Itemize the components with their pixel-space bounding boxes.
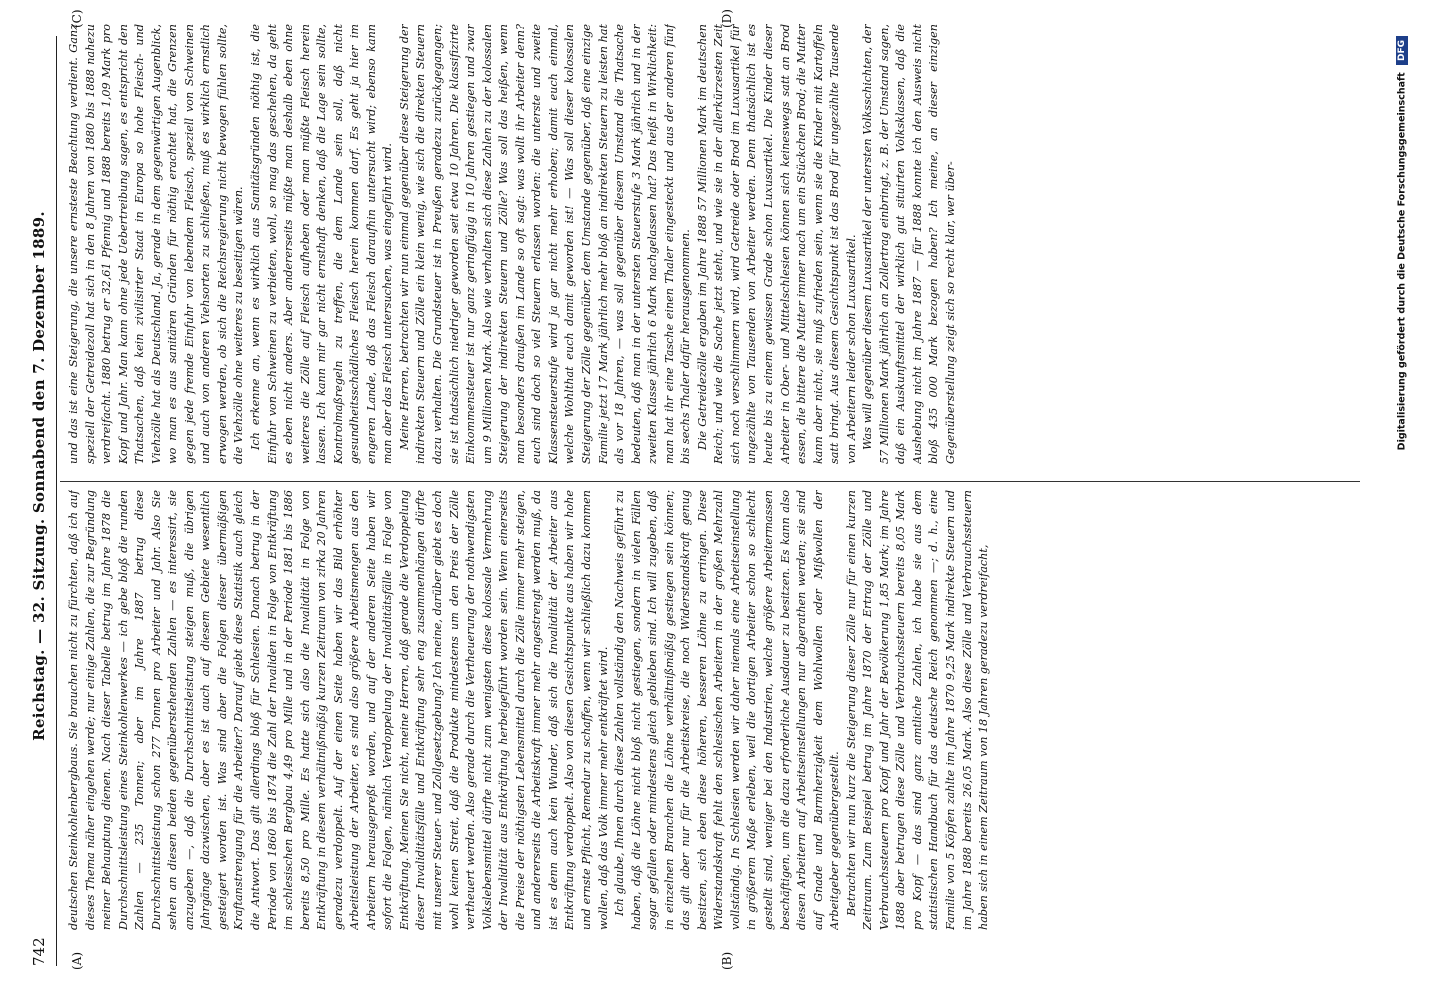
paragraph: Was will gegenüber diesem Luxusartikel der untersten Volksschichten, der 57 Millionen Mark jährlich an Zollertrag einbringt, z. B. der Umstand sagen, daß ein Auskunftsmittel der wirklich gut situirten Volksklassen, daß die Aushebung nicht im Jahre 1887 — für 1888 konnte ich den Ausweis nicht bloß 435 000 Mark bezogen haben? Ich meine, an dieser einzigen Gegenüberstellung zeigt sich so recht klar, wer über- (861, 24, 957, 464)
digitization-credit (1396, 0, 1408, 1000)
paragraph: deutschen Steinkohlenbergbaus. Sie brauchen nicht zu fürchten, daß ich auf dieses Thema näher eingehen werde; nur einige Zahlen, die zur Begründung meiner Behauptung dienen. Nach dieser Tabelle betrug im Jahre 1878 die Durchschnittsleistung eines Steinkohlenwerkes — ich gebe bloß die runden Zahlen — 235 Tonnen; aber im Jahre 1887 betrug diese Durchschnittsleistung schon 277 Tonnen pro Arbeiter und Jahr. Also Sie sehen an diesen beiden gegenüberstehenden Zahlen — es interessirt, sie anzugeben —, daß die Durchschnittsleistung steigen muß, die übrigen Jahrgänge dazwischen, aber es ist auch auf diesem Gebiete wesentlich gesteigert worden ist. Was sind aber die Folgen dieser übermäßigen Kraftanstrengung für die Arbeiter? Darauf giebt diese Statistik auch gleich die Antwort. Das gilt allerdings bloß für Schlesien. Danach betrug in der Periode von 1860 bis 1874 die Zahl der Invaliden in Folge von Entkräftung im schlesischen Bergbau 4,49 pro Mille und in der Periode 1881 bis 1886 bereits 8,50 pro Mille. Es hatte sich also die Invalidität in Folge von Entkräftung in diesem verhältnißmäßig kurzen Zeitraum von zirka 20 Jahren geradezu verdoppelt. Auf der einen Seite haben wir das Bild erhöhter Arbeitsleistung der Arbeiter, es sind also größere Arbeitsmengen aus den Arbeitern herausgepreßt worden, und auf der anderen Seite haben wir sofort die Folgen, nämlich Verdoppelung der Invaliditätsfälle in Folge von Entkräftung. Meinen Sie nicht, meine Herren, daß gerade die Verdoppelung dieser Invaliditätsfälle und Entkräftung sehr eng zusammenhängen dürfte mit unserer Steuer- und Zollgesetzgebung? Ich meine, darüber giebt es doch wohl keinen Streit, daß die Produkte mindestens um den Preis der Zölle vertheuert werden. Also gerade durch die Vertheuerung der nothwendigsten Volkslebensmittel dürfte nicht zum wenigsten diese kolossale Vermehrung der Invalidität aus Entkräftung herbeigeführt worden sein. Wenn einerseits die Preise der nöthigsten Lebensmittel durch die Zölle immer mehr steigen, und andererseits die Arbeitskraft immer mehr angestrengt werden muß, da ist es denn auch kein Wunder, daß sich die Invalidität der Arbeiter aus Entkräftung verdoppelt. Also von diesen Gesichtspunkte aus haben wir hohe und ernste Pflicht, Remedur zu schaffen, wenn wir schließlich dazu kommen wollen, daß das Volk immer mehr entkräftet wird. (67, 490, 610, 930)
page-number: 742 (30, 937, 48, 966)
margin-marker-b: (B) (720, 951, 734, 970)
page-header (30, 36, 52, 966)
column-divider (60, 481, 1360, 482)
margin-marker-d: (D) (720, 9, 734, 28)
paragraph: Ich glaube, Ihnen durch diese Zahlen vollständig den Nachweis geführt zu haben, daß die Löhne nicht bloß nicht gestiegen, sondern in vielen Fällen sogar gefallen oder mindestens gleich geblieben sind. Ich will zugeben, daß in einzelnen Branchen die Löhne verhältnißmäßig gestiegen sein können; das gilt aber nur für die Arbeitskreise, die noch Widerstandskraft genug besitzen, sich eben diese höheren, besseren Löhne zu erringen. Diese Widerstandskraft fehlt den schlesischen Arbeitern in der großen Mehrzahl vollständig. In Schlesien werden wir daher niemals eine Arbeitseinstellung in größerem Maße erleben, weil die dortigen Arbeiter schon so schlecht gestellt sind, weniger bei den Industrien, welche größere Arbeitermassen beschäftigen, um die dazu erforderliche Ausdauer zu besitzen. Es kann also diesen Arbeitern auf Arbeitseinstellungen nur abgerathen werden; sie sind auf Gnade und Barmherzigkeit dem Wohlwollen oder Mißwollen der Arbeitgeber gegenübergestellt. (613, 490, 842, 930)
margin-marker-c: (C) (70, 9, 84, 28)
paragraph: Die Getreidezölle ergaben im Jahre 1888 57 Millionen Mark im deutschen Reich; und wie die Sache jetzt steht, und wie sie in der allerkürzesten Zeit sich noch verschlimmern wird, wird Getreide oder Brod im Luxusartikel für ungezählte von Tausenden von Arbeiter werden. Denn thatsächlich ist es heute bis zu einem gewissen Grade schon Luxusartikel. Die Kinder dieser Arbeiter in Ober- und Mittelschlesien können sich keineswegs satt an Brod essen, die bittere die Mutter immer nach um ein Stückchen Brod; die Mutter kann aber nicht, sie muß zufrieden sein, wenn sie die Kinder mit Kartoffeln satt bringt. Aus diesem Gesichtspunkt ist das Brod für ungezählte Tausende von Arbeitern leider schon Luxusartikel. (695, 24, 858, 464)
paragraph: Ich erkenne an, wenn es wirklich aus Sanitätsgründen nöthig ist, die Einfuhr von Schweinen zu verbieten, wohl, so mag das geschehen, da geht es eben nicht anders. Aber andererseits müßte man deshalb eben ohne weiteres die Zölle auf Fleisch aufheben oder man müßte Fleisch herein lassen. Ich kann mir gar nicht ernsthaft denken, daß die Lage sein sollte, Kontrolmaßregeln zu treffen, die dem Lande sein soll, daß nicht gesundheitsschädliches Fleisch herein kommen darf. Es geht ja hier im engeren Lande, daß das Fleisch daraufhin untersucht wird; ebenso kann man aber das Fleisch untersuchen, was eingeführt wird. (249, 24, 395, 464)
text-column-left (66, 490, 1356, 930)
paragraph: Meine Herren, betrachten wir nun einmal gegenüber diese Steigerung der indirekten Steuern und Zölle ein klein wenig, wie sich die direkten Steuern dazu verhalten. Die Grundsteuer ist in Preußen geradezu zurückgegangen; sie ist thatsächlich niedriger geworden seit etwa 10 Jahren. Die klassifizirte Einkommensteuer ist nur ganz geringfügig in 10 Jahren gestiegen und zwar um 9 Millionen Mark. Also wie verhalten sich diese Zahlen zu der kolossalen Steigerung der indirekten Steuern und Zölle? Was soll das heißen, wenn man besonders draußen im Lande so oft sagt: was wollt ihr Arbeiter denn? euch sind doch so viel Steuern erlassen worden: die unterste und zweite Klassensteuerstufe wird ja gar nicht mehr erhoben; damit euch einmal, welche Wohlthat euch damit geworden ist! — Was soll dieser kolossalen Steigerung der Zölle gegenüber, dem Umstande gegenüber, daß eine einzige Familie jetzt 17 Mark jährlich mehr bloß an indirekten Steuern zu leisten hat als vor 18 Jahren, — was soll gegenüber diesem Umstand die Thatsache bedeuten, daß man in der untersten Steuerstufe 3 Mark jährlich und in der zweiten Klasse jährlich 6 Mark nachgelassen hat? Das heißt in Wirklichkeit: man hat ihr eine Tasche einen Thaler eingesteckt und aus der anderen fünf bis sechs Thaler dafür herausgenommen. (397, 24, 693, 464)
paragraph: und das ist eine Steigerung, die unsere ernsteste Beachtung verdient. Ganz speziell der Getreidezoll hat sich in den 8 Jahren von 1880 bis 1888 nahezu verdreifacht. 1880 betrug er 32,61 Pfennig und 1888 bereits 1,09 Mark pro Kopf und Jahr. Man kann ohne jede Uebertreibung sagen, es entspricht den Thatsachen, daß kein zivilisirter Staat in Europa so hohe Fleisch- und Viehzölle hat als Deutschland. Ja, gerade in dem gegenwärtigen Augenblick, wo man es aus sanitären Gründen für nöthig erachtet hat, die Grenzen gegen jede fremde Einfuhr von lebendem Fleisch, speziell von Schweinen und auch von anderen Viehsorten zu schließen, muß es wirklich ernstlich erwogen werden, ob sich die Reichsregierung nicht bewogen fühlen sollte, die Viehzölle ohne weiteres zu beseitigen wären. (67, 24, 246, 464)
running-title: Reichstag. — 32. Sitzung. Sonnabend den 7. Dezember 1889. (30, 211, 48, 741)
header-rule (56, 36, 57, 966)
paragraph: Betrachten wir nun kurz die Steigerung dieser Zölle nur für einen kurzen Zeitraum. Zum Beispiel betrug im Jahre 1870 der Ertrag der Zölle und Verbrauchssteuern pro Kopf und Jahr der Bevölkerung 1,85 Mark; im Jahre 1888 aber betrugen diese Zölle und Verbrauchssteuern bereits 8,05 Mark pro Kopf — das sind ganz amtliche Zahlen, ich habe sie aus dem statistischen Handbuch für das deutsche Reich genommen —; d. h., eine Familie von 5 Köpfen zahlte im Jahre 1870 9,25 Mark indirekte Steuern und im Jahre 1888 bereits 26,05 Mark. Also diese Zölle und Verbrauchssteuern haben sich in einem Zeitraum von 18 Jahren geradezu verdreifacht, (844, 490, 991, 930)
dfg-logo: DFG (1396, 36, 1408, 65)
text-column-right (66, 24, 1356, 464)
margin-marker-a: (A) (70, 951, 84, 970)
credit-text: Digitalisierung gefördert durch die Deutsche Forschungsgemeinschaft (1396, 72, 1408, 451)
